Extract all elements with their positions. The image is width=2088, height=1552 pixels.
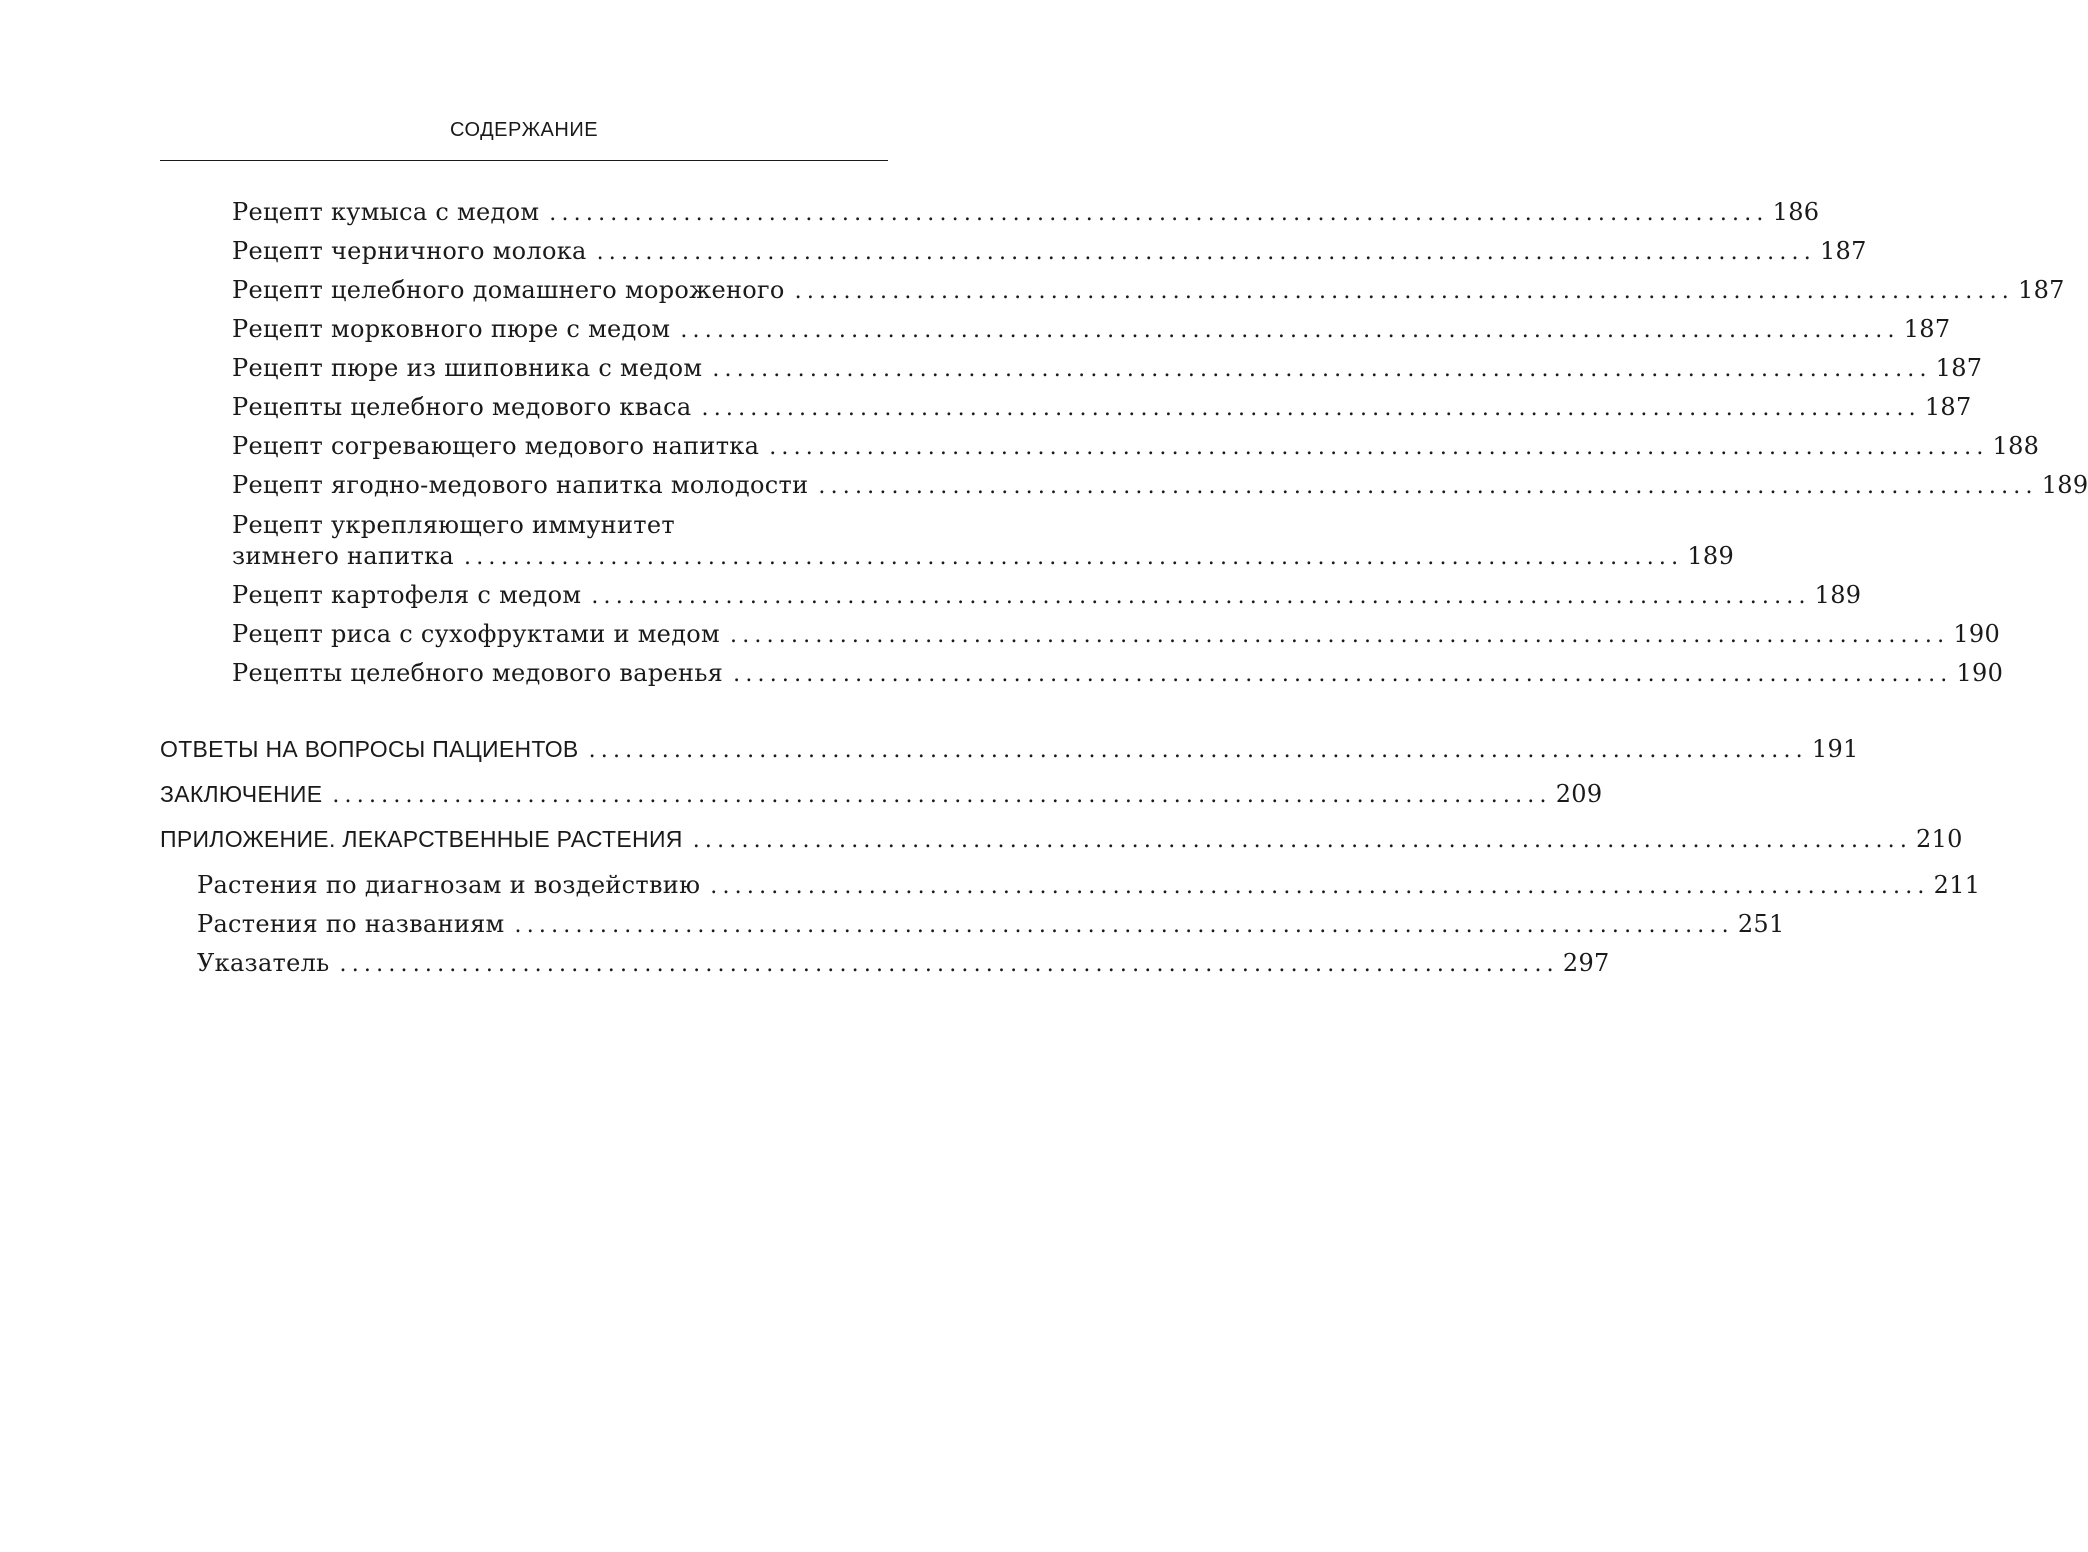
- toc-entry-page: 297: [1562, 949, 1610, 977]
- dot-leader: ....................................................................................................: [596, 240, 1816, 265]
- toc-entry-page: 187: [2018, 276, 2065, 304]
- dot-leader: ....................................................................................................: [549, 201, 1769, 226]
- toc-entry-page: 189: [1687, 542, 1735, 570]
- toc-entry-label: Рецепт пюре из шиповника с медом: [232, 354, 703, 382]
- dot-leader: ....................................................................................................: [733, 662, 1953, 687]
- toc-entry: [197, 949, 1610, 977]
- toc-entry-page: 186: [1772, 198, 1820, 226]
- toc-entry-label: Рецепт кумыса с медом: [232, 198, 540, 226]
- toc-entry-page: 187: [1903, 315, 1951, 343]
- toc-entry-label-line2: зимнего напитка: [232, 542, 454, 570]
- toc-entry-label: Растения по названиям: [197, 910, 505, 938]
- dot-leader: ....................................................................................................: [339, 952, 1559, 977]
- dot-leader: ....................................................................................................: [591, 584, 1811, 609]
- toc-entry: [232, 354, 1983, 382]
- toc-entry-page: 187: [1924, 393, 1972, 421]
- toc-entry-page: 188: [1992, 432, 2040, 460]
- running-head-title: СОДЕРЖАНИЕ: [449, 119, 599, 141]
- toc-entry-label: Рецепт целебного домашнего мороженого: [232, 276, 785, 304]
- toc-section: [160, 735, 1859, 763]
- dot-leader: ....................................................................................................: [692, 828, 1913, 853]
- toc-entry-label: Рецепт черничного молока: [232, 237, 587, 265]
- toc-entry: [232, 659, 2004, 687]
- toc-entry-label: Растения по диагнозам и воздействию: [197, 871, 701, 899]
- toc-entry-label: Рецепты целебного медового кваса: [232, 393, 692, 421]
- toc-entry: [197, 910, 1785, 938]
- toc-entry-page: 189: [2041, 471, 2088, 499]
- toc-section-page: 210: [1916, 825, 1963, 853]
- toc-entry: [232, 198, 1820, 226]
- toc-entry-label: Рецепт согревающего медового напитка: [232, 432, 760, 460]
- dot-leader: ....................................................................................................: [332, 783, 1552, 808]
- dot-leader: ....................................................................................................: [701, 396, 1921, 421]
- dot-leader: ....................................................................................................: [730, 623, 1950, 648]
- toc-entry: [232, 237, 1867, 265]
- toc-entry-page: 251: [1737, 910, 1785, 938]
- toc-entry: [232, 432, 2040, 460]
- dot-leader: ....................................................................................................: [514, 913, 1734, 938]
- dot-leader: ....................................................................................................: [588, 738, 1808, 763]
- toc-entry: [232, 620, 2001, 648]
- toc-entry-label: Рецепт морковного пюре с медом: [232, 315, 671, 343]
- dot-leader: ....................................................................................................: [769, 435, 1989, 460]
- toc-entry-page: 190: [1953, 620, 2001, 648]
- toc-entry-label: Рецепт риса с сухофруктами и медом: [232, 620, 720, 648]
- toc-section-page: 191: [1811, 735, 1859, 763]
- dot-leader: ....................................................................................................: [794, 279, 2014, 304]
- toc-entry: [232, 581, 1862, 609]
- toc-entry: [232, 315, 1951, 343]
- toc-entry-page: 187: [1935, 354, 1983, 382]
- toc-entry: [197, 871, 1981, 899]
- toc-entry: [232, 276, 2065, 304]
- toc-section: [160, 825, 1963, 853]
- header-rule: [160, 160, 888, 161]
- dot-leader: ....................................................................................................: [710, 874, 1930, 899]
- toc-entry-label: Указатель: [197, 949, 330, 977]
- dot-leader: ....................................................................................................: [818, 474, 2038, 499]
- dot-leader: ....................................................................................................: [712, 357, 1932, 382]
- toc-entry: [232, 393, 1972, 421]
- toc-section-label: ПРИЛОЖЕНИЕ. ЛЕКАРСТВЕННЫЕ РАСТЕНИЯ: [160, 826, 683, 852]
- toc-entry-page: 211: [1933, 871, 1981, 899]
- toc-entry-page: 187: [1819, 237, 1867, 265]
- toc-entry-label: Рецепт ягодно-медового напитка молодости: [232, 471, 809, 499]
- toc-section-label: ЗАКЛЮЧЕНИЕ: [160, 781, 323, 807]
- toc-entry-page: 190: [1956, 659, 2004, 687]
- toc-section-page: 209: [1555, 780, 1603, 808]
- dot-leader: ....................................................................................................: [464, 545, 1684, 570]
- toc-entry-label-line1: Рецепт укрепляющего иммунитет: [232, 511, 675, 539]
- toc-entry: [232, 542, 1735, 570]
- toc-entry-label: Рецепт картофеля с медом: [232, 581, 582, 609]
- dot-leader: ....................................................................................................: [680, 318, 1900, 343]
- toc-section: [160, 780, 1603, 808]
- toc-entry: [232, 471, 2088, 499]
- toc-entry-page: 189: [1814, 581, 1862, 609]
- toc-entry-label: Рецепты целебного медового варенья: [232, 659, 724, 687]
- toc-section-label: ОТВЕТЫ НА ВОПРОСЫ ПАЦИЕНТОВ: [160, 736, 579, 762]
